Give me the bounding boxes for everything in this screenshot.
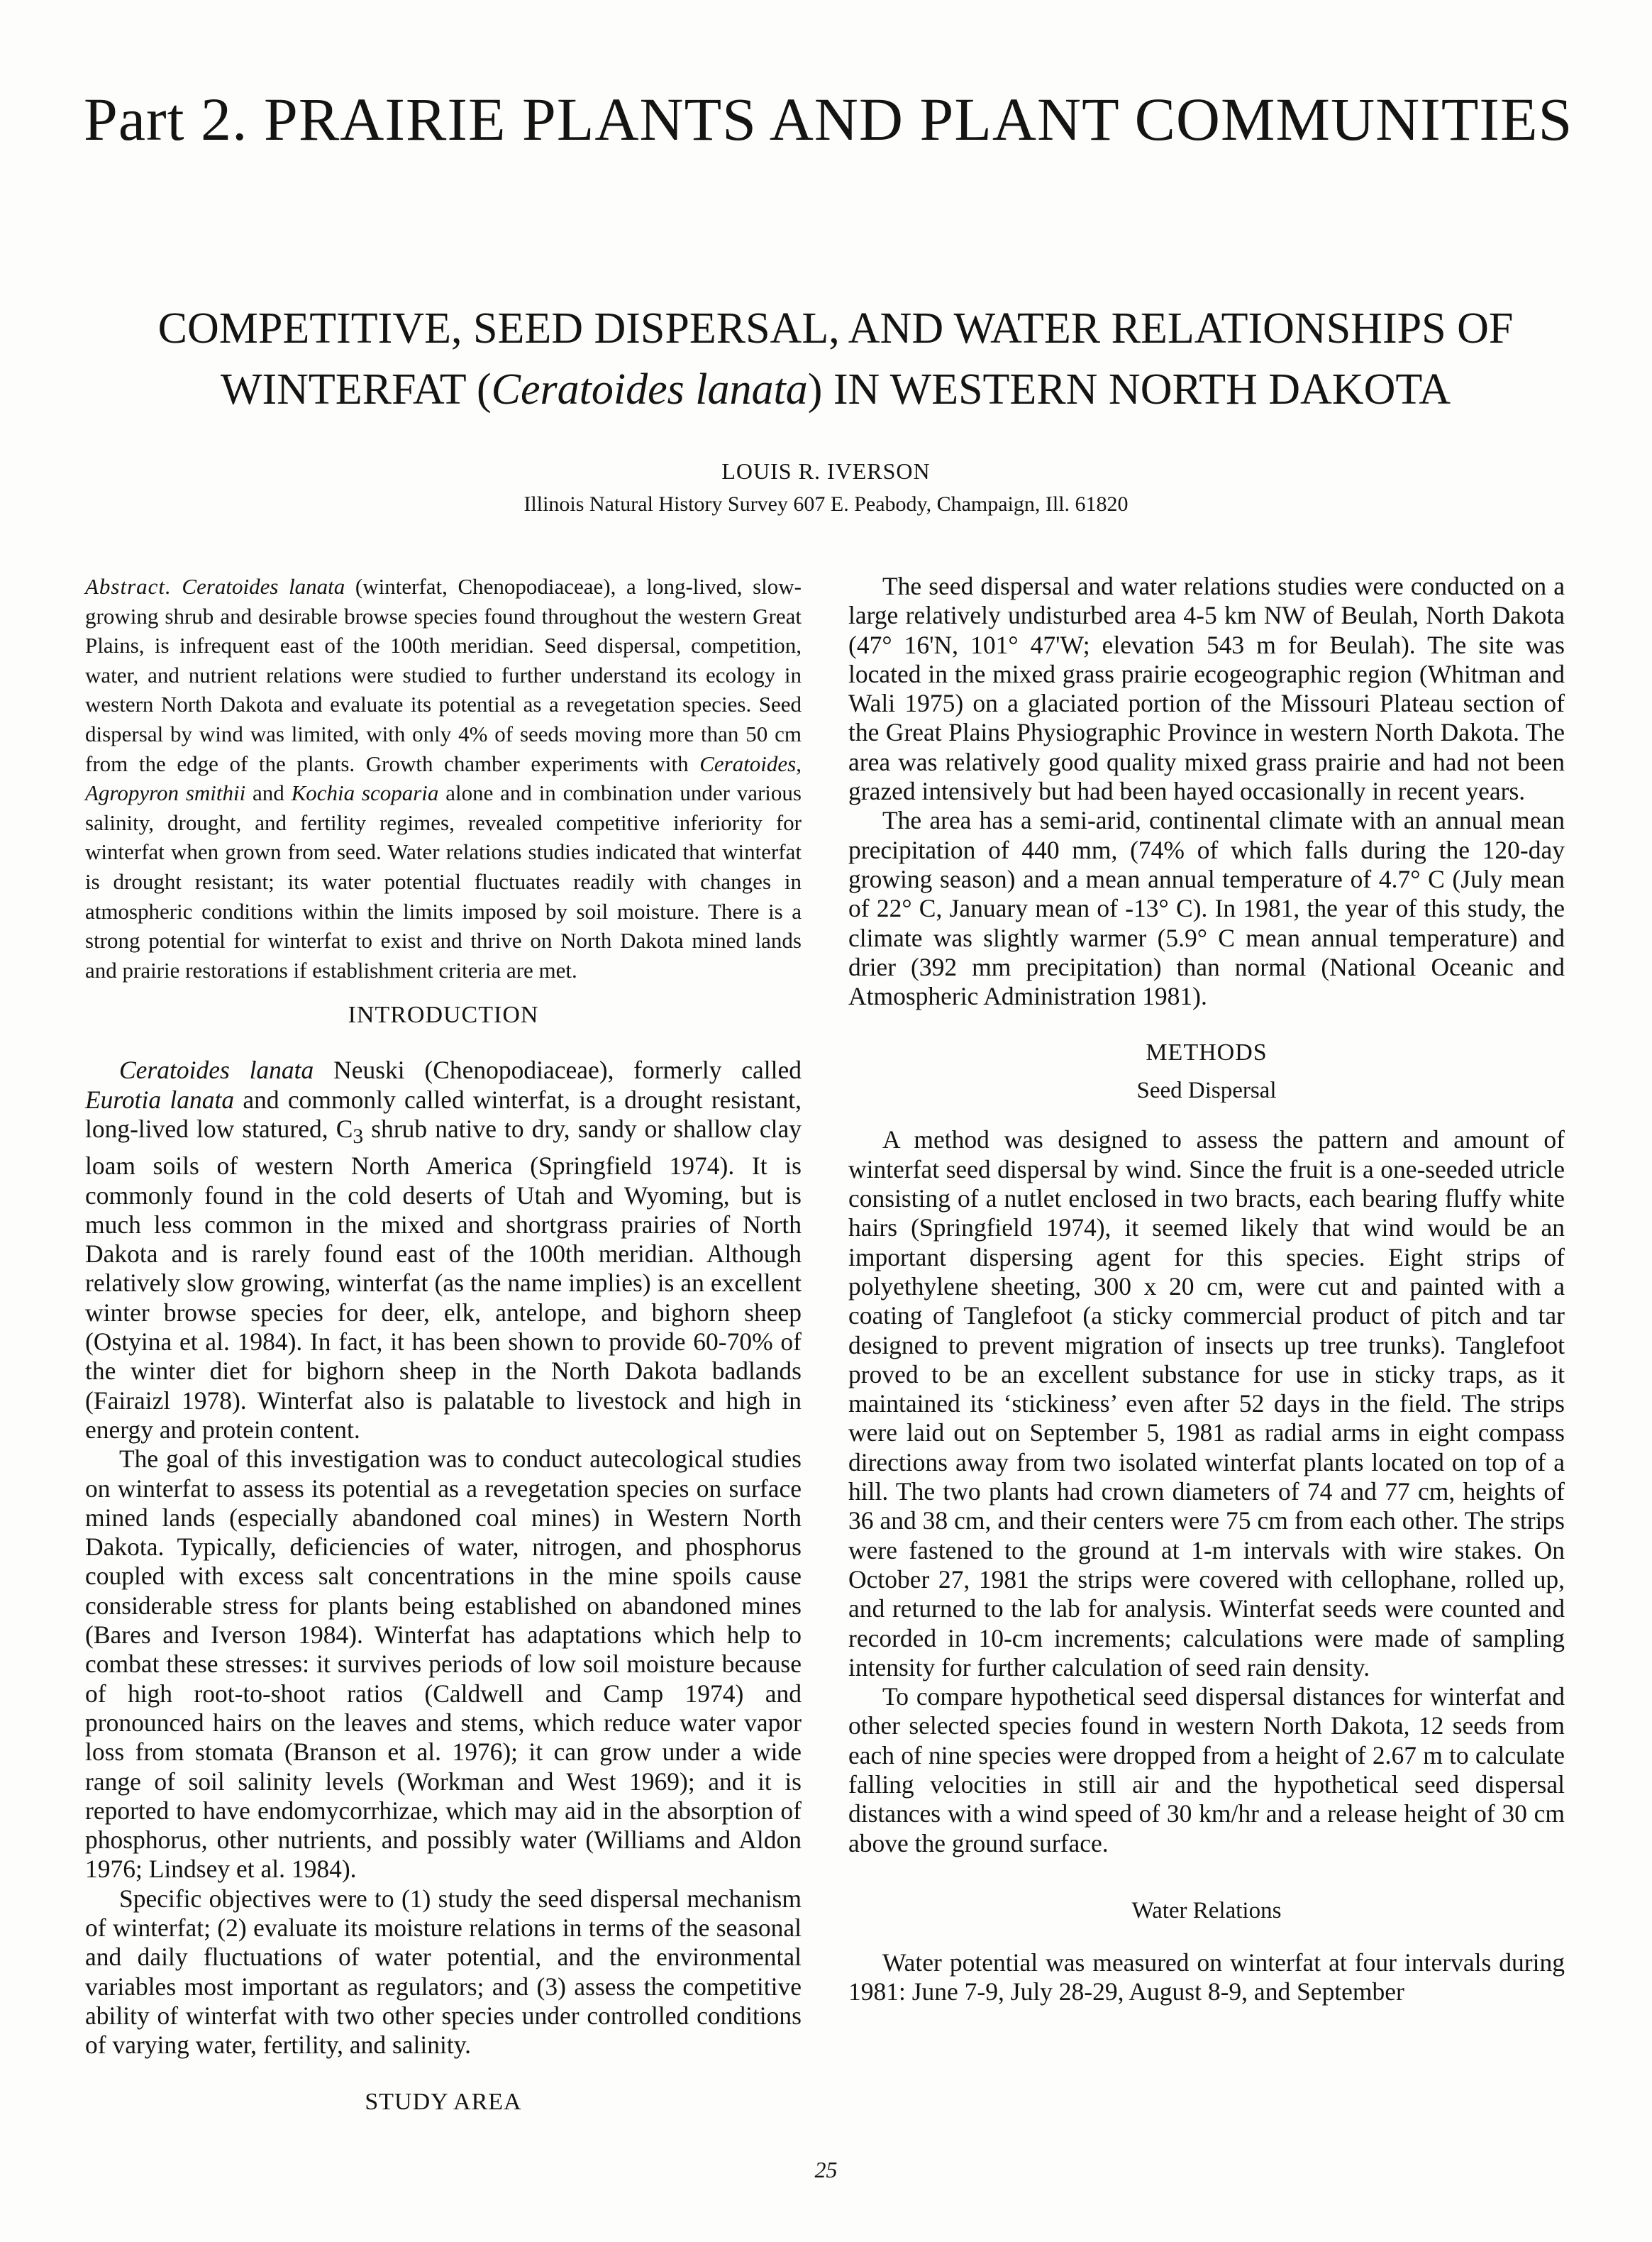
affiliation: Illinois Natural History Survey 607 E. Peabody, Champaign, Ill. 61820: [523, 492, 1129, 516]
title-species: Ceratoides lanata: [491, 365, 808, 414]
part-heading: Part 2. PRAIRIE PLANTS AND PLANT COMMUNITIES: [84, 85, 1573, 153]
abstract: [85, 572, 802, 985]
page-number: 25: [814, 2157, 838, 2182]
study-area-paragraph-2: The area has a semi-arid, continental climate with an annual mean precipitation of 440 mm, (74% of which falls during the 120-day growing season) and a mean annual temperature of 4.7° C (July mean of 22° C, January mean of -13° C). In 1981, the year of this study, the climate was slightly warmer (5.9° C mean annual temperature) and drier (392 mm precipitation) than normal (National Oceanic and Atmospheric Administration 1981).: [848, 806, 1565, 1011]
right-column: [848, 572, 1565, 2006]
study-area-paragraph-1: The seed dispersal and water relations studies were conducted on a large relatively undisturbed area 4-5 km NW of Beulah, North Dakota (47° 16'N, 101° 47'W; elevation 543 m for Beulah). The site was located in the mixed grass prairie ecogeographic region (Whitman and Wali 1975) on a glaciated portion of the Missouri Plateau section of the Great Plains Physiographic Province in western North Dakota. The area was relatively good quality mixed grass prairie and had not been grazed intensively but had been hayed occasionally in recent years.: [848, 572, 1565, 806]
author: LOUIS R. IVERSON: [721, 458, 931, 484]
seed-dispersal-heading: Seed Dispersal: [1136, 1078, 1277, 1104]
methods-heading: METHODS: [1146, 1039, 1268, 1066]
introduction-paragraph-2: The goal of this investigation was to conduct autecological studies on winterfat to assess its potential as a revegetation species on surface mined lands (especially abandoned coal mines) in Western North Dakota. Typically, deficiencies of water, nitrogen, and phosphorus coupled with excess salt concentrations in the mine spoils cause considerable stress for plants being established on abandoned mines (Bares and Iverson 1984). Winterfat has adaptations which help to combat these stresses: it survives periods of low soil moisture because of high root-to-shoot ratios (Caldwell and Camp 1974) and pronounced hairs on the leaves and stems, which reduce water vapor loss from stomata (Branson et al. 1976); it can grow under a wide range of soil salinity levels (Workman and West 1969); and it is reported to have endomycorrhizae, which may aid in the absorption of phosphorus, other nutrients, and possibly water (Williams and Aldon 1976; Lindsey et al. 1984).: [85, 1445, 802, 1884]
seed-dispersal-paragraph-2: To compare hypothetical seed dispersal distances for winterfat and other selected species found in western North Dakota, 12 seeds from each of nine species were dropped from a height of 2.67 m to calculate falling velocities in still air and the hypothetical seed dispersal distances with a wind speed of 30 km/hr and a release height of 30 cm above the ground surface.: [848, 1682, 1565, 1857]
introduction-paragraph-1: Ceratoides lanata Neuski (Chenopodiaceae), formerly called Eurotia lanata and commonly called winterfat, is a drought resistant, long-lived low statured, $C_3$ shrub native to dry, sandy or shallow clay loam soils of western North America (Springfield 1974). It is commonly found in the cold deserts of Utah and Wyoming, but is much less common in the mixed and shortgrass prairies of North Dakota and is rarely found east of the 100th meridian. Although relatively slow growing, winterfat (as the name implies) is an excellent winter browse species for deer, elk, antelope, and bighorn sheep (Ostyina et al. 1984). In fact, it has been shown to provide 60-70% of the winter diet for bighorn sheep in the North Dakota badlands (Fairaizl 1978). Winterfat also is palatable to livestock and high in energy and protein content.: [85, 1056, 802, 1444]
seed-dispersal-paragraph-1: A method was designed to assess the pattern and amount of winterfat seed dispersal by wind. Since the fruit is a one-seeded utricle consisting of a nutlet enclosed in two bracts, each bearing fluffy white hairs (Springfield 1974), it seemed likely that wind would be an important dispersing agent for this species. Eight strips of polyethylene sheeting, 300 x 20 cm, were cut and painted with a coating of Tanglefoot (a sticky commercial product of pitch and tar designed to prevent migration of insects up tree trunks). Tanglefoot proved to be an excellent substance for use in sticky traps, as it maintained its ‘stickiness’ even after 52 days in the field. The strips were laid out on September 5, 1981 as radial arms in eight compass directions away from two isolated winterfat plants located on top of a hill. The two plants had crown diameters of 74 and 77 cm, heights of 36 and 38 cm, and their centers were 75 cm from each other. The strips were fastened to the ground at 1-m intervals with wire stakes. On October 27, 1981 the strips were covered with cellophane, rolled up, and returned to the lab for analysis. Winterfat seeds were counted and recorded in 10-cm increments; calculations were made of sampling intensity for further calculation of seed rain density.: [848, 1125, 1565, 1682]
title-line-2: WINTERFAT (Ceratoides lanata) IN WESTERN NORTH DAKOTA: [220, 365, 1451, 414]
article-title: [91, 298, 1580, 420]
introduction-section: [85, 1002, 802, 2115]
left-column: [85, 572, 802, 2116]
abstract-label: Abstract.: [85, 574, 172, 599]
study-area-heading: STUDY AREA: [365, 2088, 522, 2115]
introduction-heading: INTRODUCTION: [348, 1002, 539, 1029]
water-relations-paragraph-1: Water potential was measured on winterfat at four intervals during 1981: June 7-9, July 28-29, August 8-9, and September: [848, 1948, 1565, 2006]
introduction-paragraph-3: Specific objectives were to (1) study the seed dispersal mechanism of winterfat; (2) evaluate its moisture relations in terms of the seasonal and daily fluctuations of water potential, and the environmental variables most important as regulators; and (3) assess the competitive ability of winterfat with two other species under controlled conditions of varying water, fertility, and salinity.: [85, 1884, 802, 2060]
water-relations-heading: Water Relations: [1131, 1897, 1282, 1923]
abstract-paragraph: Abstract. Ceratoides lanata (winterfat, Chenopodiaceae), a long-lived, slow-growing shrub and desirable browse species found throughout the western Great Plains, is infrequent east of the 100th meridian. Seed dispersal, competition, water, and nutrient relations were studied to further understand its ecology in western North Dakota and evaluate its potential as a revegetation species. Seed dispersal by wind was limited, with only 4% of seeds moving more than 50 cm from the edge of the plants. Growth chamber experiments with Ceratoides, Agropyron smithii and Kochia scoparia alone and in combination under various salinity, drought, and fertility regimes, revealed competitive inferiority for winterfat when grown from seed. Water relations studies indicated that winterfat is drought resistant; its water potential fluctuates readily with changes in atmospheric conditions within the limits imposed by soil moisture. There is a strong potential for winterfat to exist and thrive on North Dakota mined lands and prairie restorations if establishment criteria are met.: [85, 574, 802, 983]
title-line-1: COMPETITIVE, SEED DISPERSAL, AND WATER RELATIONSHIPS OF: [157, 304, 1514, 353]
